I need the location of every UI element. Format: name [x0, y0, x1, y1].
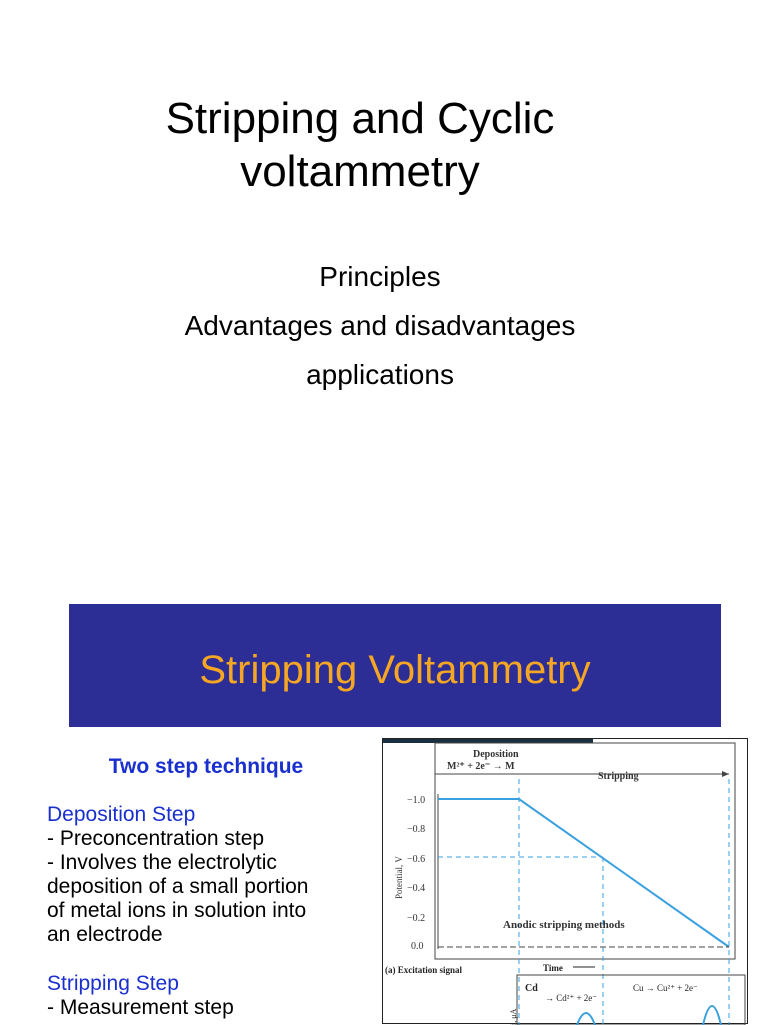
excitation-signal-diagram: [383, 739, 749, 1025]
current-axis-label: i, μA: [509, 1008, 518, 1025]
stripping-figure: [382, 738, 748, 1024]
slide-title-line-2: voltammetry: [240, 147, 480, 196]
deposition-line: of metal ions in solution into: [47, 899, 307, 922]
section-banner: [69, 604, 721, 727]
technique-description: [47, 755, 377, 1020]
figure-header-band: [383, 739, 593, 743]
deposition-line: deposition of a small portion: [47, 875, 309, 898]
cu-reaction: Cu → Cu²⁺ + 2e⁻: [633, 983, 698, 993]
y-tick-label: −0.2: [407, 913, 426, 924]
slide-title-line-1: Stripping and Cyclic: [165, 94, 555, 143]
y-tick-label: −0.8: [407, 824, 426, 835]
deposition-label: Deposition: [473, 749, 519, 760]
cu-peak: [703, 1006, 721, 1025]
stripping-label: Stripping: [598, 771, 639, 782]
y-tick-label: 0.0: [411, 941, 424, 952]
topic-list: [0, 252, 760, 399]
y-tick-label: −0.6: [407, 854, 426, 865]
deposition-line: - Involves the electrolytic: [47, 851, 277, 874]
two-step-heading: Two step technique: [108, 755, 304, 778]
y-axis-label: Potential, V: [394, 856, 404, 899]
cd-label: Cd: [525, 983, 538, 994]
topic-item-advantages: Advantages and disadvantages: [184, 310, 576, 341]
deposition-line: - Preconcentration step: [47, 827, 265, 850]
cd-peak: [577, 1013, 595, 1025]
deposition-step-heading: Deposition Step: [47, 803, 196, 826]
stripping-arrowhead: [722, 771, 729, 777]
stripping-step-heading: Stripping Step: [47, 972, 179, 995]
stripping-line: - Measurement step: [47, 996, 234, 1019]
method-label: Anodic stripping methods: [503, 919, 625, 931]
topic-item-principles: Principles: [319, 261, 441, 292]
slide-title: [0, 92, 720, 198]
y-tick-labels: [407, 795, 425, 952]
time-label: Time: [543, 963, 563, 973]
banner-title: Stripping Voltammetry: [199, 648, 591, 692]
deposition-line: an electrode: [47, 923, 163, 946]
y-tick-label: −0.4: [407, 883, 426, 894]
y-tick-label: −1.0: [407, 795, 426, 806]
deposition-reaction: M²⁺ + 2e⁻ → M: [447, 761, 515, 772]
caption-excitation: (a) Excitation signal: [385, 965, 463, 975]
cd-reaction: → Cd²⁺ + 2e⁻: [545, 993, 598, 1003]
topic-item-applications: applications: [306, 359, 454, 390]
